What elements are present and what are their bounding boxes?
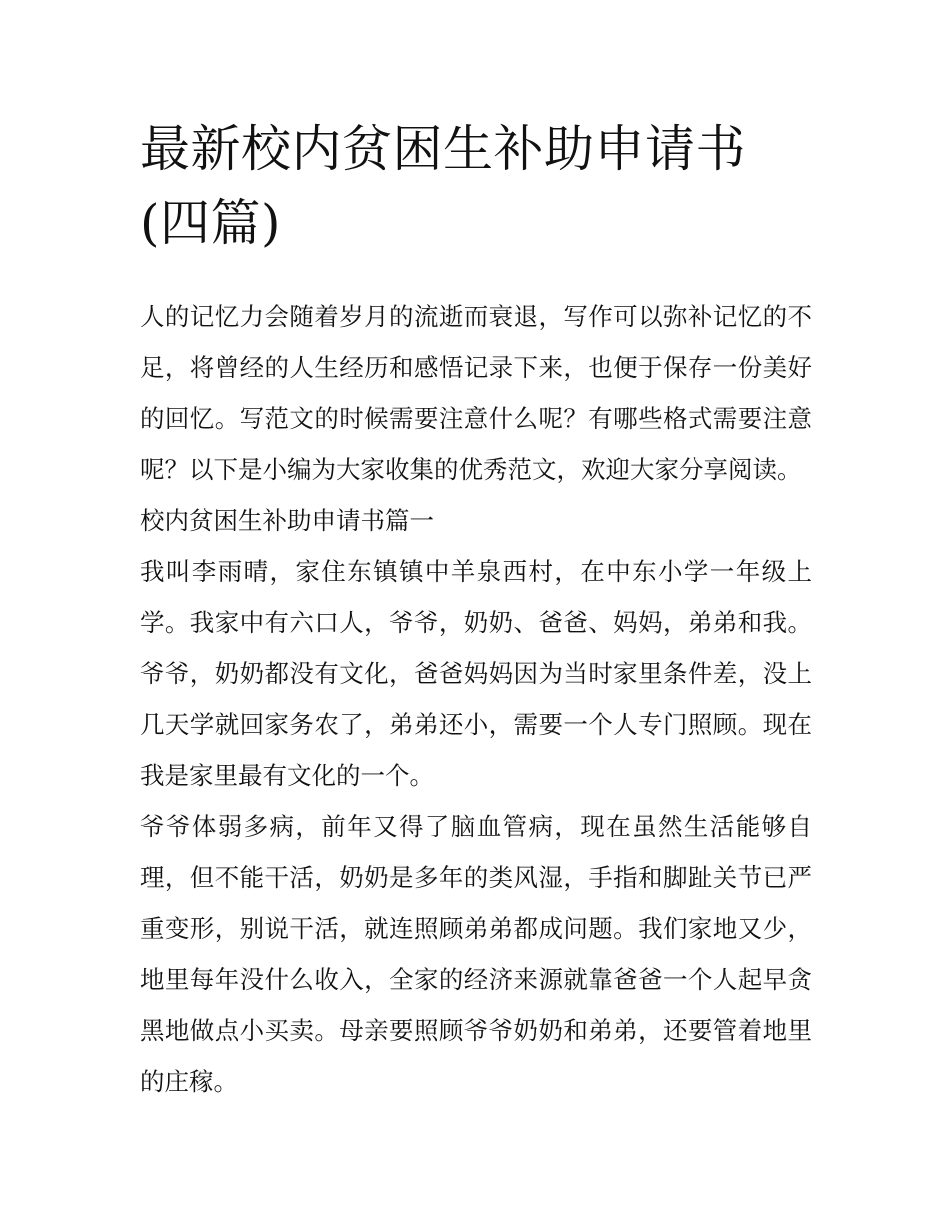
document-page [140,112,812,1107]
body-paragraph-family: 我叫李雨晴，家住东镇镇中羊泉西村，在中东小学一年级上学。我家中有六口人，爷爷，奶奶、爸爸、妈妈，弟弟和我。爷爷，奶奶都没有文化，爸爸妈妈因为当时家里条件差，没上几天学就回家务农了，弟弟还小，需要一个人专门照顾。现在我是家里最有文化的一个。 [140,557,812,790]
document-title: 最新校内贫困生补助申请书(四篇) [140,120,746,252]
section-heading: 校内贫困生补助申请书篇一 [140,506,434,535]
body-paragraph-hardship: 爷爷体弱多病，前年又得了脑血管病，现在虽然生活能够自理，但不能干活，奶奶是多年的类风湿，手指和脚趾关节已严重变形，别说干活，就连照顾弟弟都成问题。我们家地又少，地里每年没什么收入，全家的经济来源就靠爸爸一个人起早贪黑地做点小买卖。母亲要照顾爷爷奶奶和弟弟，还要管着地里的庄稼。 [140,812,812,1096]
intro-paragraph: 人的记忆力会随着岁月的流逝而衰退，写作可以弥补记忆的不足，将曾经的人生经历和感悟记录下来，也便于保存一份美好的回忆。写范文的时候需要注意什么呢？有哪些格式需要注意呢？以下是小编为大家收集的优秀范文，欢迎大家分享阅读。 [140,302,812,484]
